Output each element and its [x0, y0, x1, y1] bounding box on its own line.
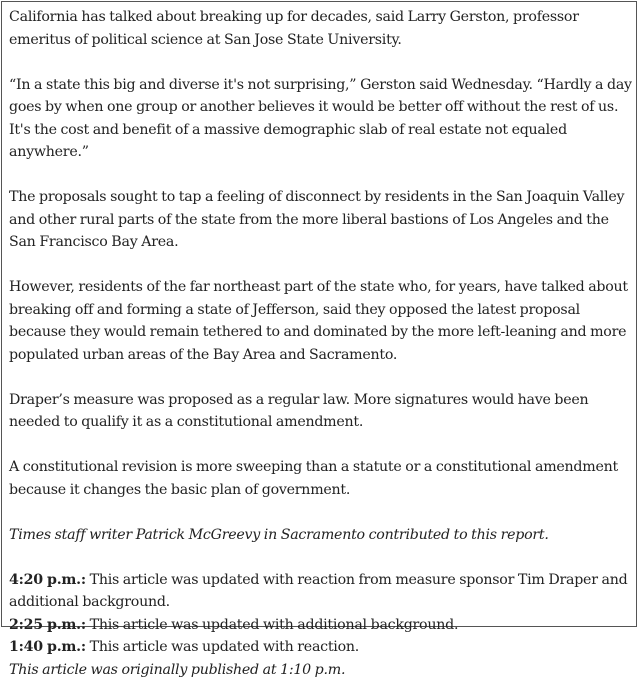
paragraph-constitutional-revision: A constitutional revision is more sweeping than a statute or a constitutional amendment because it changes the basic plan of government. [9, 456, 634, 501]
paragraph-draper-measure: Draper’s measure was proposed as a regular law. More signatures would have been needed to qualify it as a constitutional amendment. [9, 389, 634, 434]
update-entry [9, 569, 634, 614]
update-log [9, 569, 634, 681]
update-time: 1:40 p.m.: [9, 639, 86, 655]
paragraph-gerston-quote: “In a state this big and diverse it's not surprising,” Gerston said Wednesday. “Hardly a day goes by when one group or another believes it would be better off without the rest of us. It's the cost and benefit of a massive demographic slab of real estate not equaled anywhere.” [9, 74, 634, 164]
update-time: 4:20 p.m.: [9, 572, 86, 588]
update-text: This article was updated with reaction from measure sponsor Tim Draper and additional background. [9, 572, 627, 611]
update-time: 2:25 p.m.: [9, 617, 86, 633]
article-body [9, 6, 634, 681]
original-publish-note: This article was originally published at 1:10 p.m. [9, 659, 634, 681]
update-entry [9, 614, 634, 637]
update-text: This article was updated with additional background. [86, 617, 458, 633]
paragraph-jefferson: However, residents of the far northeast part of the state who, for years, have talked about breaking off and forming a state of Jefferson, said they opposed the latest proposal because they would remain tethered to and dominated by the more left-leaning and more populated urban areas of the Bay Area and Sacramento. [9, 276, 634, 366]
paragraph-proposals: The proposals sought to tap a feeling of disconnect by residents in the San Joaquin Valley and other rural parts of the state from the more liberal bastions of Los Angeles and the San Francisco Bay Area. [9, 186, 634, 254]
staff-credit: Times staff writer Patrick McGreevy in Sacramento contributed to this report. [9, 524, 634, 547]
update-text: This article was updated with reaction. [86, 639, 359, 655]
update-entry [9, 636, 634, 659]
paragraph-gerston-intro: California has talked about breaking up for decades, said Larry Gerston, professor emeritus of political science at San Jose State University. [9, 6, 634, 51]
